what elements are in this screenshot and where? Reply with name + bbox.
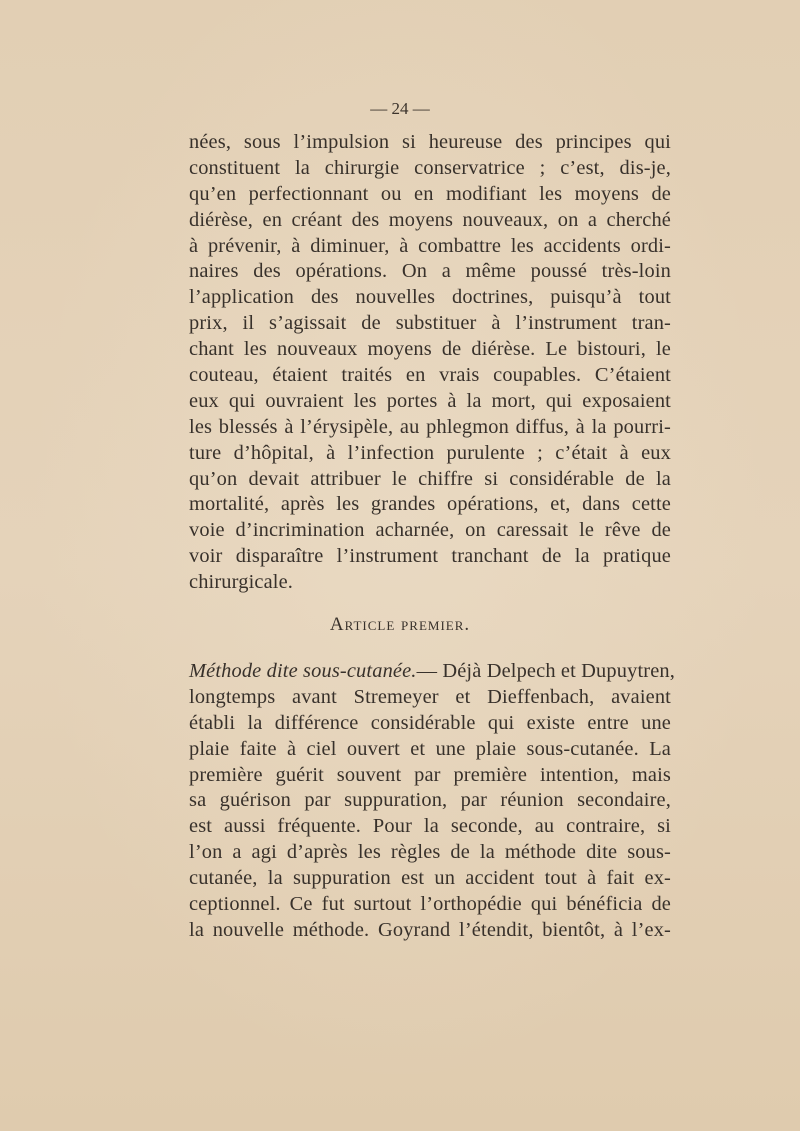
text-line: établi la différence considérable qui existe entre une xyxy=(189,711,671,734)
text-line-rest: — Déjà Delpech et Dupuytren, xyxy=(416,660,675,682)
text-line: chirurgicale. xyxy=(189,571,294,594)
text-line: couteau, étaient traités en vrais coupables. C’étaient xyxy=(189,364,671,387)
text-line: mortalité, après les grandes opérations, et, dans cette xyxy=(189,493,671,516)
text-line: plaie faite à ciel ouvert et une plaie sous-cutanée. La xyxy=(189,737,671,760)
paragraph-1 xyxy=(189,130,671,596)
text-line: chant les nouveaux moyens de diérèse. Le bistouri, le xyxy=(189,338,671,361)
text-line-first xyxy=(189,659,675,685)
text-line: longtemps avant Stremeyer et Dieffenbach, avaient xyxy=(189,685,671,708)
text-line: l’application des nouvelles doctrines, puisqu’à tout xyxy=(189,286,671,309)
text-line: les blessés à l’érysipèle, au phlegmon diffus, à la pourri- xyxy=(189,415,671,438)
text-line: eux qui ouvraient les portes à la mort, qui exposaient xyxy=(189,389,671,412)
text-line: l’on a agi d’après les règles de la méthode dite sous- xyxy=(189,841,671,864)
text-line: prix, il s’agissait de substituer à l’instrument tran- xyxy=(189,312,671,335)
text-line: voie d’incrimination acharnée, on caressait le rêve de xyxy=(189,519,671,542)
section-heading: Article premier. xyxy=(329,614,471,635)
page-number: — 24 — xyxy=(370,99,430,118)
text-line: voir disparaître l’instrument tranchant de la pratique xyxy=(189,545,671,568)
paragraph-2 xyxy=(189,659,675,944)
text-line: ture d’hôpital, à l’infection purulente ; c’était à eux xyxy=(189,441,671,464)
text-line: nées, sous l’impulsion si heureuse des principes qui xyxy=(189,131,671,153)
text-line: sa guérison par suppuration, par réunion secondaire, xyxy=(189,789,671,812)
text-line: qu’en perfectionnant ou en modifiant les moyens de xyxy=(189,182,671,205)
text-line: la nouvelle méthode. Goyrand l’étendit, bientôt, à l’ex- xyxy=(189,918,671,941)
text-line: naires des opérations. On a même poussé très-loin xyxy=(189,260,671,283)
text-line: constituent la chirurgie conservatrice ; c’est, dis-je, xyxy=(189,156,671,179)
text-line: première guérit souvent par première intention, mais xyxy=(189,763,671,786)
text-line: qu’on devait attribuer le chiffre si considérable de la xyxy=(189,467,671,490)
text-line: à prévenir, à diminuer, à combattre les accidents ordi- xyxy=(189,234,671,257)
text-line: cutanée, la suppuration est un accident tout à fait ex- xyxy=(189,867,671,890)
section-lead-title: Méthode dite sous-cutanée. xyxy=(189,660,417,682)
text-line: ceptionnel. Ce fut surtout l’orthopédie qui bénéficia de xyxy=(189,893,671,916)
text-line: est aussi fréquente. Pour la seconde, au contraire, si xyxy=(189,815,671,838)
text-line: diérèse, en créant des moyens nouveaux, on a cherché xyxy=(189,208,671,231)
